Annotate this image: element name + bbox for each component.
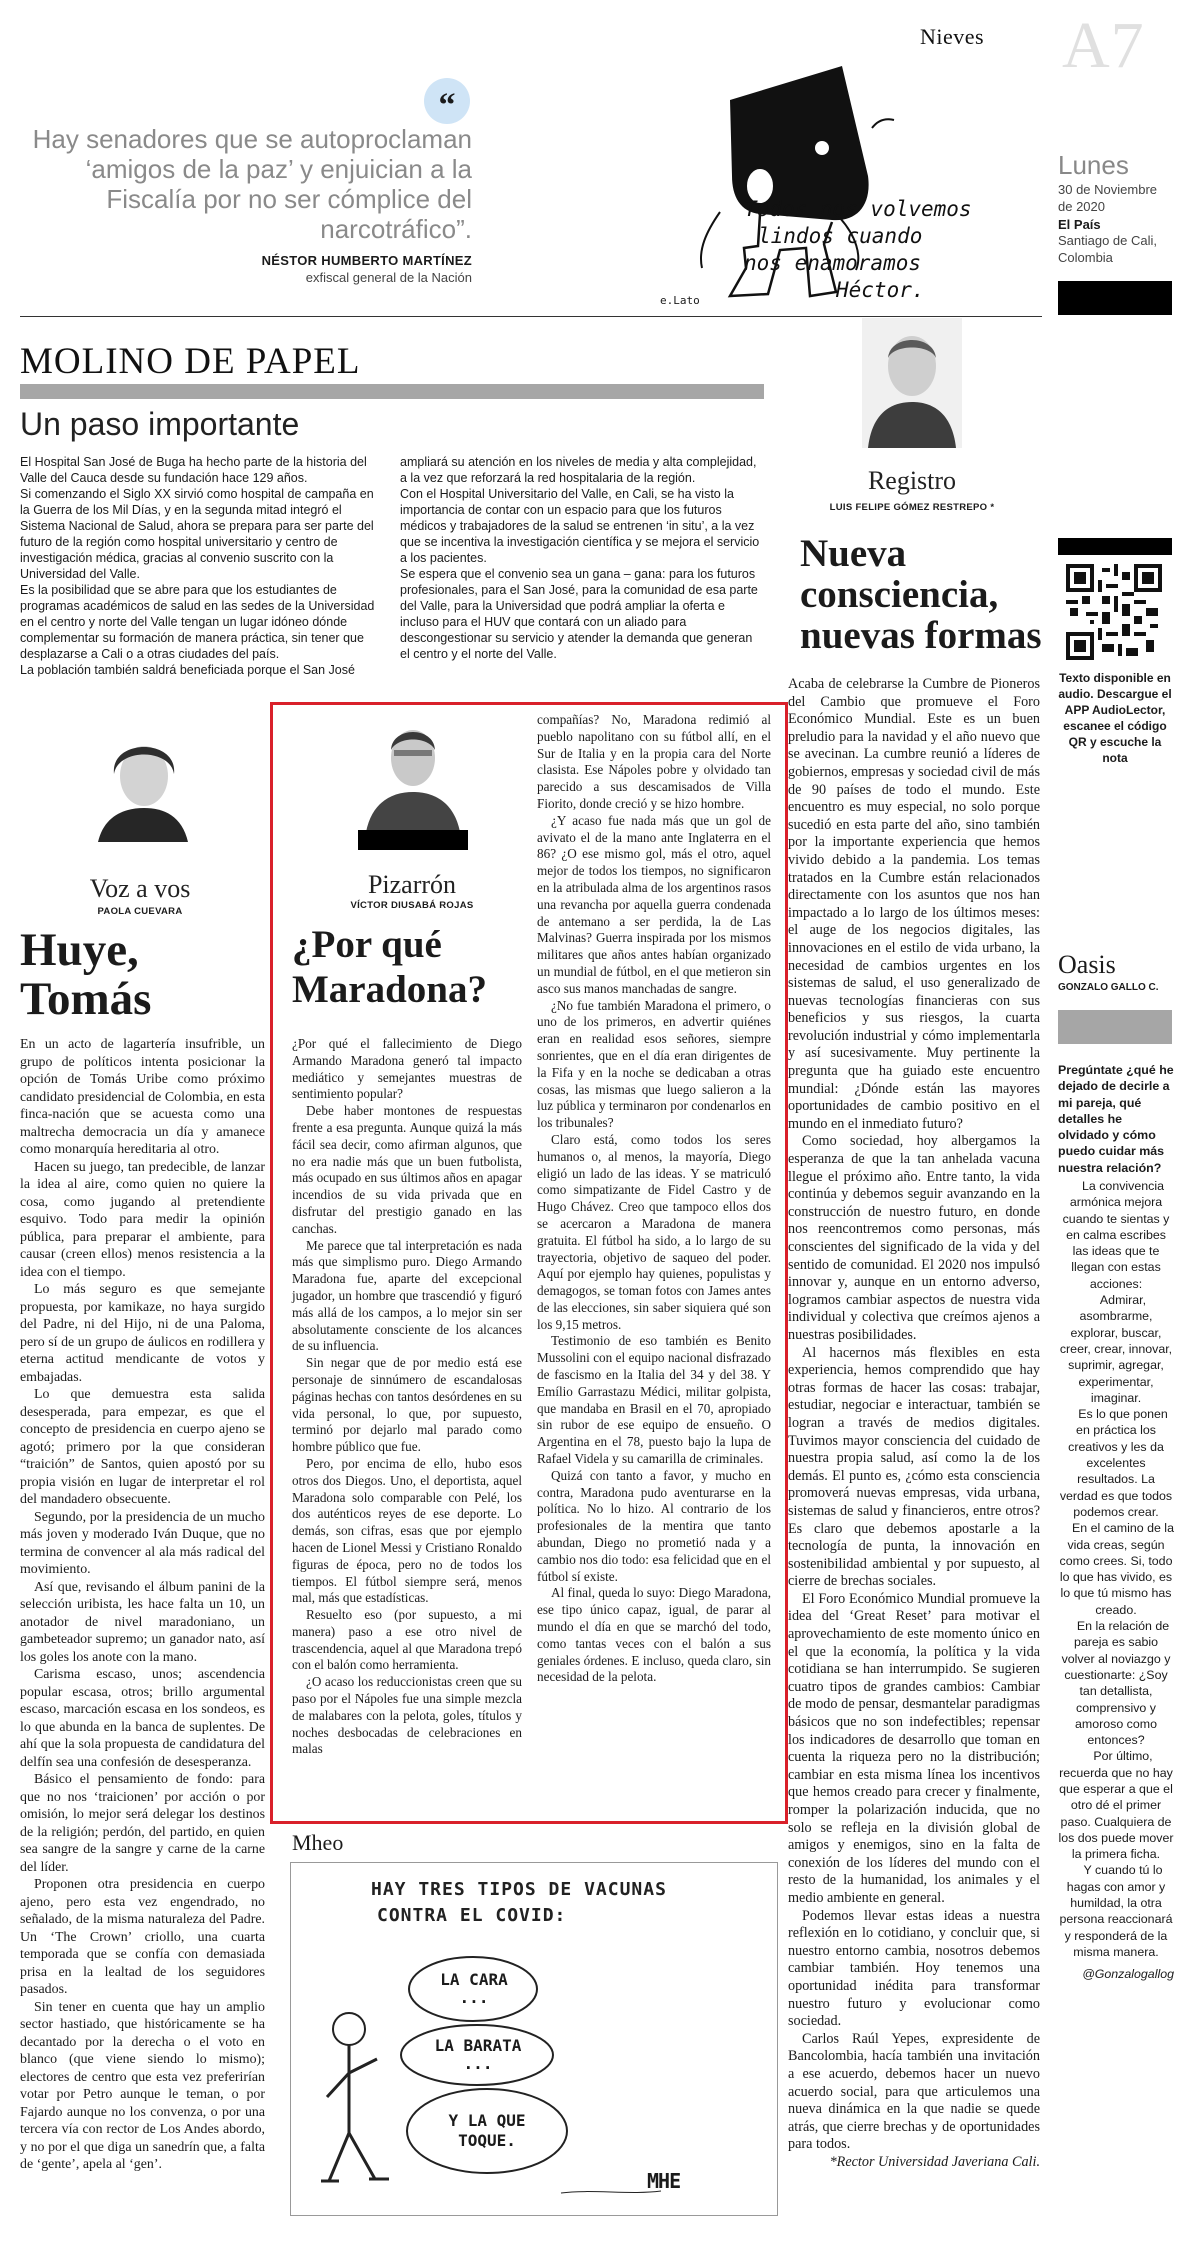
oasis-byline: GONZALO GALLO C. <box>1058 982 1159 993</box>
registro-paragraph: Al hacernos más flexibles en esta experiencia, hemos comprendido que hay otras formas de hacer las cosas: trabajar, estudiar, negociar e interactuar, también se logran a través de medios digitales. Tuvimos mayor consciencia del cuidado de nuestra propia salud, así como la de los demás. El punto es, ¿cómo esta consciencia promoverá nuevas empresas, vida urbana, sistemas de salud y financieros, entre otros? Es claro que debemos apostarle a la tecnología de punta, la innovación en sostenibilidad ambiental y por supuesto, al cierre de brechas sociales. <box>788 1344 1040 1590</box>
newspaper-name: El País <box>1058 217 1101 232</box>
redacted-box <box>1058 281 1172 315</box>
molino-paragraph: Es la posibilidad que se abre para que los estudiantes de programas académicos de salud en las sedes de la Universidad en el centro y norte del Valle tengan un lugar idóneo dónde complementar su formación de manera práctica, sin tener que desplazarse a Cali o a otras ciudades del país. <box>20 583 375 661</box>
oasis-paragraph: Y cuando tú lo hagas con amor y humildad, la otra persona reaccionará y responderá de la misma manera. <box>1059 1863 1173 1959</box>
pizarron-paragraph: Pero, por encima de ello, hubo esos otros dos Diegos. Uno, el deportista, aquel Maradona solo comparable con Pelé, los dos auténticos reyes de ese deporte. Lo demás, son cifras, esas que por ejemplo hacen de Lionel Messi y Cristiano Ronaldo figuras de época, pero no de todos los tiempos. El fútbol siempre será, menos mal, más que estadísticas. <box>292 1455 522 1606</box>
date: 30 de Noviembre de 2020 <box>1058 182 1157 214</box>
mheo-bubble-1: LA CARA <box>440 1970 508 1989</box>
voz-paragraph: En un acto de lagartería insufrible, un grupo de políticos intenta posicionar la opción de Tomás Uribe como próximo candidato presidencial de Colombia, en esta finca-nación que se acuesta como una maltrecha democracia un día y amanece como monarquía hereditaria al otro. <box>20 1037 265 1157</box>
molino-title: MOLINO DE PAPEL <box>20 341 361 382</box>
pizarron-paragraph: ¿Y acaso fue nada más que un gol de avivato el de la mano ante Inglaterra en el 86? ¿O ese mismo gol, más el otro, aquel mejor de todos los tiempos, no significaron en la atribulada alma de los argentinos rasos una revancha por aquella guerra condenada de antemano a ser perdida, la de Las Malvinas? Guerra inspirada por los mismos militares que años antes habían organizado un mundial de fútbol, en el que metieron sin asco sus manos manchadas de sangre. <box>537 812 771 996</box>
registro-footnote: *Rector Universidad Javeriana Cali. <box>829 2153 1040 2170</box>
registro-body <box>788 676 1040 2171</box>
pizarron-paragraph: Resuelto eso (por supuesto, a mi manera) paso a ese otro nivel de trascendencia, aquel al que Maradona trepó con el balón como herramienta. <box>292 1607 522 1673</box>
pizarron-paragraph: ¿O acaso los reduccionistas creen que su paso por el Nápoles fue una simple mezcla de malabares con la pelota, goles, títulos y noches desbocadas de celebraciones en malas <box>292 1674 522 1757</box>
pizarron-paragraph: Claro está, como todos los seres humanos o, al menos, la mayoría, Diego eligió un lado de las ideas. Y se matriculó como simpatizante de Fidel Castro y de Hugo Chávez. Creo que tampoco ellos dos se acercaron a Maradona de manera gratuita. El fútbol ha sido, a lo largo de su trayectoria, objetivo de saqueo del poder. Aquí por ejemplo hay quienes, populistas y demagogos, se toman fotos con James antes de las elecciones, sin saber siquiera qué son los 9,15 metros. <box>537 1131 771 1332</box>
pizarron-col-1 <box>292 1036 522 1758</box>
pizarron-paragraph: Testimonio de eso también es Benito Mussolini con el equipo nacional disfrazado de fascismo en la Italia del 34 y del 38. Y Emílio Garrastazu Médici, militar golpista, que mandaba en Brasil en el 70, apropiado sin rubor de ese equipo de ensueño. O Argentina en el 78, puesto bajo la lupa de Rafael Videla y su camarilla de criminales. <box>537 1333 771 1467</box>
molino-paragraph: La población también saldrá beneficiada porque el San José <box>20 663 355 677</box>
redacted-box <box>1058 538 1172 555</box>
oasis-section: Oasis <box>1058 950 1116 979</box>
pizarron-paragraph: Al final, queda lo suyo: Diego Maradona, ese tipo único capaz, igual, de parar al mundo el día en que se marchó del todo, como tantas veces con el balón a sus geniales órdenes. E incluso, queda claro, sin necesidad de la pelota. <box>537 1585 771 1685</box>
mheo-bubble-2: LA BARATA <box>434 2036 522 2055</box>
qr-instructions: Texto disponible en audio. Descargue el APP AudioLector, escanee el código QR y escuche la nota <box>1058 671 1172 765</box>
voz-paragraph: Así que, revisando el álbum panini de la selección uribista, les hace falta un 10, un anotador de nivel maradoniano, un gambeteador supremo; un ganador nato, así los goles los anote con la mano. <box>20 1579 265 1665</box>
mheo-bubble-3-line-1: Y LA QUE <box>448 2111 526 2130</box>
oasis-paragraph: En la relación de pareja es sabio volver al noviazgo y cuestionarte: ¿Soy tan detallista, comprensivo y amoroso como entonces? <box>1061 1619 1171 1748</box>
oasis-paragraph: En el camino de la vida creas, según como crees. Si, todo lo que has vivido, es lo que tú mismo has creado. <box>1059 1521 1174 1617</box>
oasis-paragraph: Por último, recuerda que no hay que esperar a que el otro dé el primer paso. Cualquiera de los dos puede mover la primera ficha. <box>1058 1749 1174 1862</box>
molino-paragraph: ampliará su atención en los niveles de media y alta complejidad, a la vez que reforzará la red hospitalaria de la región. <box>400 455 757 485</box>
cartoon-speech-line-1: Todos nos volvemos <box>744 197 972 221</box>
molino-headline: Un paso importante <box>20 406 300 442</box>
pizarron-paragraph: ¿No fue también Maradona el primero, o uno de los primeros, en advertir quiénes eran en realidad esos señores, siempre sonrientes, que en el día eran dirigentes de la Fifa y en la noche se dedicaban a otras cosas, las mismas que luego salieron a la luz pública y terminaron por condenarlos en los tribunales? <box>537 997 771 1131</box>
mheo-bubble-2-dots: ... <box>463 2054 493 2073</box>
molino-paragraph: Con el Hospital Universitario del Valle, en Cali, se ha visto la importancia de contar con un espacio para que los futuros médicos y trabajadores de la salud se entrenen ‘in situ’, a la vez que se incentiva la investigación científica y se mejora el servicio a los pacientes. <box>400 487 760 565</box>
molino-col-2 <box>400 454 764 662</box>
oasis-paragraph: Es lo que ponen en práctica los creativos y les da excelentes resultados. La verdad es que todos podemos crear. <box>1059 1407 1173 1519</box>
registro-author-photo <box>862 318 962 448</box>
pizarron-paragraph: Quizá con tanto a favor, y mucho en contra, Maradona pudo aventurarse en la política. No lo hizo. Al contrario de los profesionales de la mentira que tanto abundan, Diego no prometió nada y a cambio nos dio todo: esa felicidad que en el fútbol sí existe. <box>537 1467 771 1584</box>
weekday: Lunes <box>1058 150 1129 180</box>
quote-role: exfiscal general de la Nación <box>305 270 472 285</box>
mheo-section: Mheo <box>292 1830 344 1855</box>
registro-paragraph: Podemos llevar estas ideas a nuestra reflexión en lo cotidiano, y concluir que, si nuestro entorno cambia, nosotros debemos cambiar también. Hoy tenemos una oportunidad inédita para transformar nuestro futuro y evolucionar como sociedad. <box>788 1907 1040 2030</box>
oasis-bar <box>1058 1010 1172 1044</box>
voz-paragraph: Básico el pensamiento de fondo: para que no nos ‘traicionen’ por acción o por omisión, lo mejor será delegar los destinos de la religión; perdón, del partido, en quien sea sangre de la sangre y carne de la carne del líder. <box>20 1772 265 1875</box>
cartoon-speech-line-3: nos enamoramos <box>744 251 922 275</box>
mheo-caption-line-2: CONTRA EL COVID: <box>377 1905 567 1926</box>
redacted-box <box>358 830 468 850</box>
mheo-bubble-1-dots: ... <box>459 1988 489 2007</box>
date-block <box>1058 150 1178 266</box>
pizarron-paragraph: Me parece que tal interpretación es nada más que simplismo puro. Diego Armando Maradona fue, aparte del excepcional jugador, un hombre que trascendió y figuró más allá de los campos, a lo mejor sin ser absolutamente consciente de los alcances de su influencia. <box>292 1237 522 1354</box>
registro-paragraph: Como sociedad, hoy albergamos la esperanza de que la tan anhelada vacuna llegue el próximo año. Entre tanto, la vida continúa y debemos seguir avanzando en la construcción de nuestro futuro, en donde nos reencontremos como personas, más conscientes del significado de la vida y del sentido de comunidad. El 2020 nos impulsó innovar y, aunque en un entorno adverso, logramos cambiar aspectos de nuestra vida individual y colectiva que creímos ajenos a nuestras posibilidades. <box>788 1133 1040 1343</box>
quote-text: Hay senadores que se autoproclaman ‘amigos de la paz’ y enjuician a la Fiscalía por no ser cómplice del narcotráfico”. <box>32 124 472 244</box>
registro-byline: LUIS FELIPE GÓMEZ RESTREPO * <box>829 502 995 513</box>
pizarron-byline: VÍCTOR DIUSABÁ ROJAS <box>350 900 474 911</box>
registro-paragraph: El Foro Económico Mundial promueve la idea del ‘Great Reset’ para motivar el aprovechamiento de este momento único en el que la economía, la política y la vida cotidiana se han interrumpido. Se sugieren cuatro tipos de grandes cambios: Cambiar de modo de pensar, desmantelar paradigmas básicos que no son indefectibles; repensar los indicadores de desarrollo que toman en cuenta la riqueza pero no la distribución; cambiar en esta misma línea los incentivos que hemos creado para crecer y finalmente, romper la polarización inducida, que no solo se refleja en la división global de amigos y enemigos, sino en la falta de conexión de los líderes del mundo con el resto de la humanidad, los animales y el medio ambiente en general. <box>788 1590 1040 1906</box>
voz-paragraph: Segundo, por la presidencia de un mucho más joven y moderado Iván Duque, que no termina de convencer al ala más radical del movimiento. <box>20 1509 265 1577</box>
cartoon-signature: e.Lato <box>660 294 700 307</box>
oasis-handle: @Gonzalogallog <box>1082 1967 1174 1982</box>
pizarron-paragraph: Debe haber montones de respuestas frente a esa pregunta. Aunque quizá la más fácil sea decir, como afirman algunos, que no era nadie más que un buen futbolista, más ocupado en sus últimos años en apagar incendios de su vida privada que en disfrutar del prestigio ganado en las canchas. <box>292 1103 522 1236</box>
quote-author: NÉSTOR HUMBERTO MARTÍNEZ <box>261 253 472 268</box>
registro-paragraph: Acaba de celebrarse la Cumbre de Pioneros del Cambio que promueve el Foro Económico Mundial. Este es un buen preludio para la navidad y el año nuevo que se avecinan. La cumbre reunió a líderes de gobiernos, empresas y sociedad civil de más de 90 países de todo el mundo. Este encuentro es muy especial, no solo porque sucedió en esta parte del año, sino también por la importante experiencia que hemos vivido debido a la pandemia. Los temas tratados en la Cumbre están relacionados directamente con los asuntos que nos han impactado a lo largo de los últimos meses: el auge de los negocios digitales, las innovaciones en el estilo de vida urbano, la necesidad de cambios urgentes en los sistemas de salud, el uso generalizado de nuevas tecnologías financieras con sus beneficios y sus riesgos, la cuarta revolución industrial y cómo implementarla y así sucesivamente. Muy pertinente la pregunta que ha guiado este encuentro mundial: ¿Dónde están las mayores oportunidades de cambio positivo en el mundo en el inmediato futuro? <box>788 676 1040 1132</box>
section-name: Nieves <box>920 24 985 49</box>
registro-paragraph: Carlos Raúl Yepes, expresidente de Bancolombia, hacía también una invitación a ese acuerdo, debemos hacer un nuevo acuerdo social, para que articulemos una nueva dinámica en la que nadie se quede atrás, que cierre brechas y de oportunidades para todos. <box>788 2030 1040 2153</box>
molino-paragraph: Si comenzando el Siglo XX sirvió como hospital de campaña en la Guerra de los Mil Días, y en la segunda mitad integró el Sistema Nacional de Salud, ahora se prepara para ser parte del futuro de la región como hospital universitario y centro de investigación médica, gracias al convenio suscrito con la Universidad del Valle. <box>20 487 374 581</box>
mheo-signature: MHE <box>647 2169 681 2193</box>
molino-paragraph: El Hospital San José de Buga ha hecho parte de la historia del Valle del Cauca desde su fundación hace 129 años. <box>20 455 367 485</box>
page-number: A7 <box>1062 9 1145 82</box>
mheo-caption-line-1: HAY TRES TIPOS DE VACUNAS <box>371 1879 667 1900</box>
molino-col-1 <box>20 454 384 678</box>
pizarron-section: Pizarrón <box>367 870 457 899</box>
oasis-body <box>1058 1178 1174 1983</box>
qr-code[interactable] <box>1066 564 1162 660</box>
molino-bar <box>20 384 764 399</box>
cartoon-speech-line-2: lindos cuando <box>758 224 923 248</box>
voz-paragraph: Proponen otra presidencia en cuerpo ajeno, pero esta vez engendrado, no señalado, de la misma naturaleza del Padre. Un ‘The Crown’ criollo, una cuarta temporada que se confía con demasiada prisa en la lealtad de los seguidores pasados. <box>20 1877 265 1997</box>
quote-mark-icon: “ <box>424 78 470 124</box>
oasis-paragraph: Admirar, asombrarme, explorar, buscar, creer, crear, innovar, suprimir, agregar, experimentar, imaginar. <box>1059 1293 1173 1405</box>
voz-section: Voz a vos <box>89 874 191 903</box>
molino-paragraph: Se espera que el convenio sea un gana – gana: para los futuros profesionales, para el San José, para la comunidad de esa parte del Valle, para la Universidad que podrá ampliar la oferta e incluso para el HUV que contará con un aliado para descongestionar su servicio y atender la demanda que generan el centro y el norte del Valle. <box>400 567 758 661</box>
pizarron-paragraph: compañías? No, Maradona redimió al pueblo napolitano con su fútbol allí, en el Sur de Italia y en la propia cara del Norte clasista. Ese Nápoles pobre y olvidado tan parecido a sus descamisados de Villa Fiorito, donde creció y se hizo hombre. <box>537 712 771 811</box>
voz-paragraph: Lo más seguro es que semejante propuesta, por kamikaze, no haya surgido del Padre, ni del Hijo, ni de una Paloma, pero sí de un grupo de áulicos en rodillera y eterna actitud mendicante de votos y embajadas. <box>20 1282 265 1385</box>
oasis-paragraph: La convivencia armónica mejora cuando te sientas y en calma escribes las ideas que te llegan con estas acciones: <box>1062 1179 1170 1291</box>
voz-author-photo <box>84 724 202 842</box>
voz-paragraph: Sin tener en cuenta que hay un amplio sector hastiado, que históricamente se ha decantado por la derecha o el voto en blanco (que viene siendo lo mismo); electores de centro que esta vez preferirían votar por Petro aunque le teman, o por Fajardo aunque no los convenza, o por una tercera vía con rector de Los Andes abordo, y no por el que diga un sanedrín que, a falta de ‘gente’, apela al ‘gen’. <box>20 1999 265 2172</box>
oasis-lead: Pregúntate ¿qué he dejado de decirle a mi pareja, qué detalles he olvidado y cómo puedo cuidar más nuestra relación? <box>1058 1063 1174 1175</box>
voz-paragraph: Carisma escaso, unos; ascendencia popular escasa, otros; brillo argumental escaso, marcación escasa en los sondeos, es lo que abunda en la banca de suplentes. De ahí que la sola propuesta de candidatura del delfín sea una confesión de desesperanza. <box>20 1667 265 1770</box>
voz-headline: Huye, Tomás <box>20 924 152 1025</box>
masthead-rule <box>20 316 1042 317</box>
voz-byline: PAOLA CUEVARA <box>97 906 183 917</box>
voz-paragraph: Lo que demuestra esta salida desesperada, para empezar, es que el concepto de presidencia en cuerpo ajeno se agotó; primero por la que consideran “traición” de Santos, quien apostó por su propia visión en lugar de interpretar el rol del mandadero obsecuente. <box>20 1387 265 1507</box>
city: Santiago de Cali, Colombia <box>1058 233 1158 265</box>
pizarron-author-photo <box>358 712 468 850</box>
registro-section: Registro <box>867 466 957 495</box>
pizarron-col-2 <box>537 712 771 1686</box>
pizarron-paragraph: ¿Por qué el fallecimiento de Diego Armando Maradona generó tal impacto mediático y semejantes muestras de sentimiento popular? <box>292 1036 522 1102</box>
voz-paragraph: Hacen su juego, tan predecible, de lanzar la idea al aire, como quien no quiere la cosa, como jugando al pretendiente esquivo. Todo para medir la opinión pública, para preparar el ambiente, para causar (creen ellos) menos resistencia a la idea con el tiempo. <box>20 1159 265 1280</box>
pizarron-headline: ¿Por qué Maradona? <box>292 923 487 1011</box>
pizarron-paragraph: Sin negar que de por medio está ese personaje de sinnúmero de escandalosas páginas hechas con tantos desórdenes en su vida personal, lo que, por supuesto, terminó por dejarlo mal parado como hombre público que fue. <box>292 1355 522 1455</box>
cartoon-speech-line-4: Héctor. <box>836 278 925 302</box>
registro-headline: Nueva consciencia, nuevas formas <box>800 532 1042 657</box>
nieves-cartoon <box>610 36 1020 316</box>
voz-body <box>20 1036 265 2174</box>
mheo-cartoon <box>290 1862 778 2216</box>
mheo-bubble-3-line-2: TOQUE. <box>458 2131 516 2150</box>
